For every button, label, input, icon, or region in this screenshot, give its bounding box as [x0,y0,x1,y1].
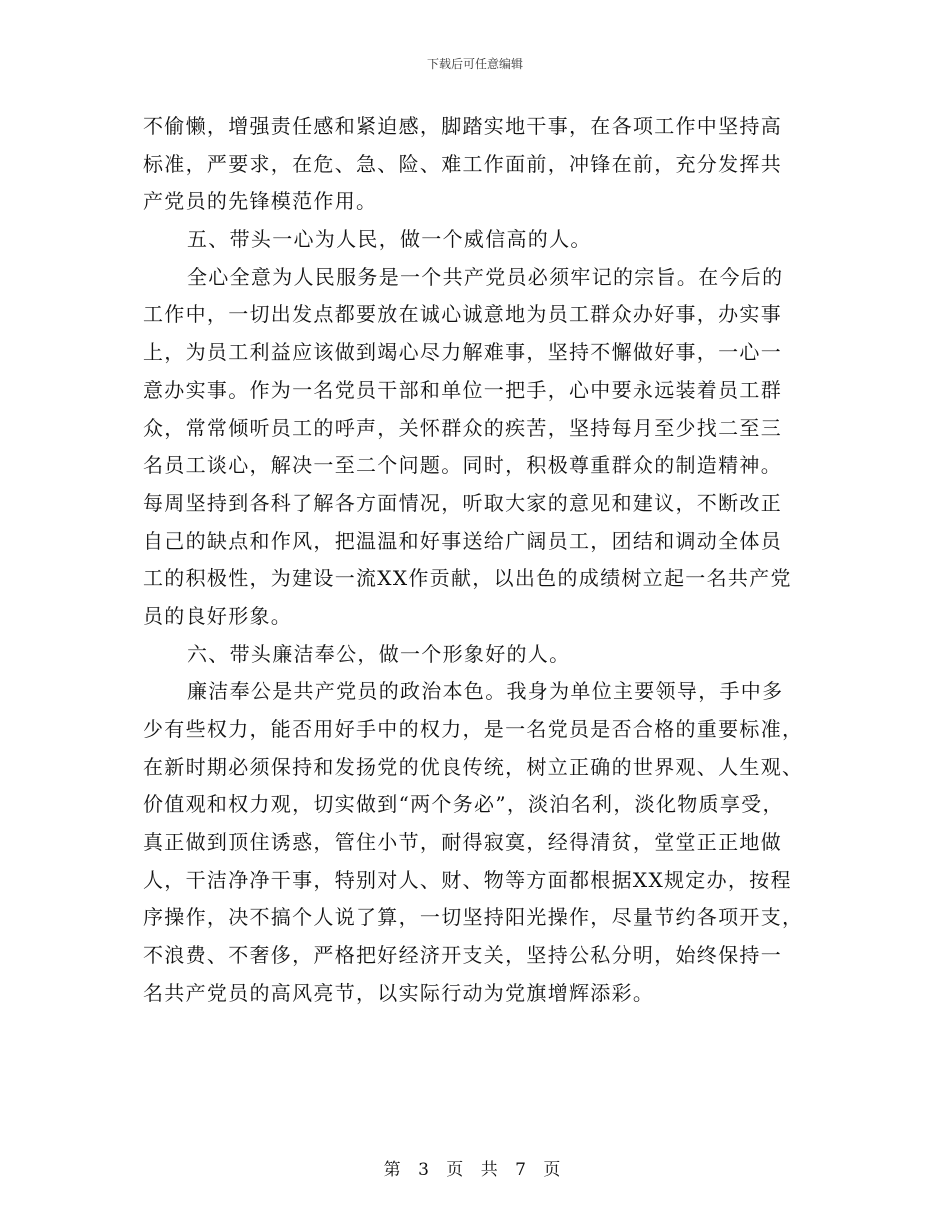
document-body [143,108,811,1013]
text-line: 众，常常倾听员工的呼声，关怀群众的疾苦，坚持每月至少找二至三 [143,415,782,440]
text-line: 全心全意为人民服务是一个共产党员必须牢记的宗旨。在今后的 [187,264,784,289]
text-line: 自己的缺点和作风，把温温和好事送给广阔员工，团结和调动全体员 [143,528,782,553]
text-line: 真正做到顶住诱惑，管住小节，耐得寂寞，经得清贫，堂堂正正地做 [143,830,782,855]
text-line: 名员工谈心，解决一至二个问题。同时，积极尊重群众的制造精神。 [143,453,782,478]
text-line: 人，干洁净净干事，特别对人、财、物等方面都根据XX规定办，按程 [143,867,792,892]
text-line: 产党员的先锋模范作用。 [143,189,378,214]
text-line: 工作中，一切出发点都要放在诚心诚意地为员工群众办好事，办实事 [143,302,782,327]
section-heading: 六、带头廉洁奉公，做一个形象好的人。 [187,641,571,666]
text-line: 员的良好形象。 [143,603,293,628]
text-line: 不偷懒，增强责任感和紧迫感，脚踏实地干事，在各项工作中坚持高 [143,114,782,138]
text-line: 名共产党员的高风亮节，以实际行动为党旗增辉添彩。 [143,980,655,1005]
text-line: 序操作，决不搞个人说了算，一切坚持阳光操作，尽量节约各项开支， [143,905,804,930]
text-line: 价值观和权力观，切实做到“两个务必”，淡泊名利，淡化物质享受， [143,792,784,817]
text-line: 不浪费、不奢侈，严格把好经济开支关，坚持公私分明，始终保持一 [143,943,782,968]
text-line: 意办实事。作为一名党员干部和单位一把手，心中要永远装着员工群 [143,377,782,402]
text-line: 在新时期必须保持和发扬党的优良传统，树立正确的世界观、人生观、 [143,754,804,779]
header-note: 下载后可任意编辑 [426,57,523,71]
text-line: 每周坚持到各科了解各方面情况，听取大家的意见和建议，不断改正 [143,490,782,515]
text-line: 廉洁奉公是共产党员的政治本色。我身为单位主要领导，手中多 [187,679,784,704]
text-line: 工的积极性，为建设一流XX作贡献，以出色的成绩树立起一名共产党 [143,566,792,591]
text-line: 标准，严要求，在危、急、险、难工作面前，冲锋在前，充分发挥共 [143,151,782,176]
section-heading: 五、带头一心为人民，做一个威信高的人。 [187,227,592,252]
text-line: 少有些权力，能否用好手中的权力，是一名党员是否合格的重要标准， [143,717,804,741]
text-line: 上，为员工利益应该做到竭心尽力解难事，坚持不懈做好事，一心一 [143,340,782,365]
page-footer: 第 3 页 共 7 页 [383,1160,567,1180]
